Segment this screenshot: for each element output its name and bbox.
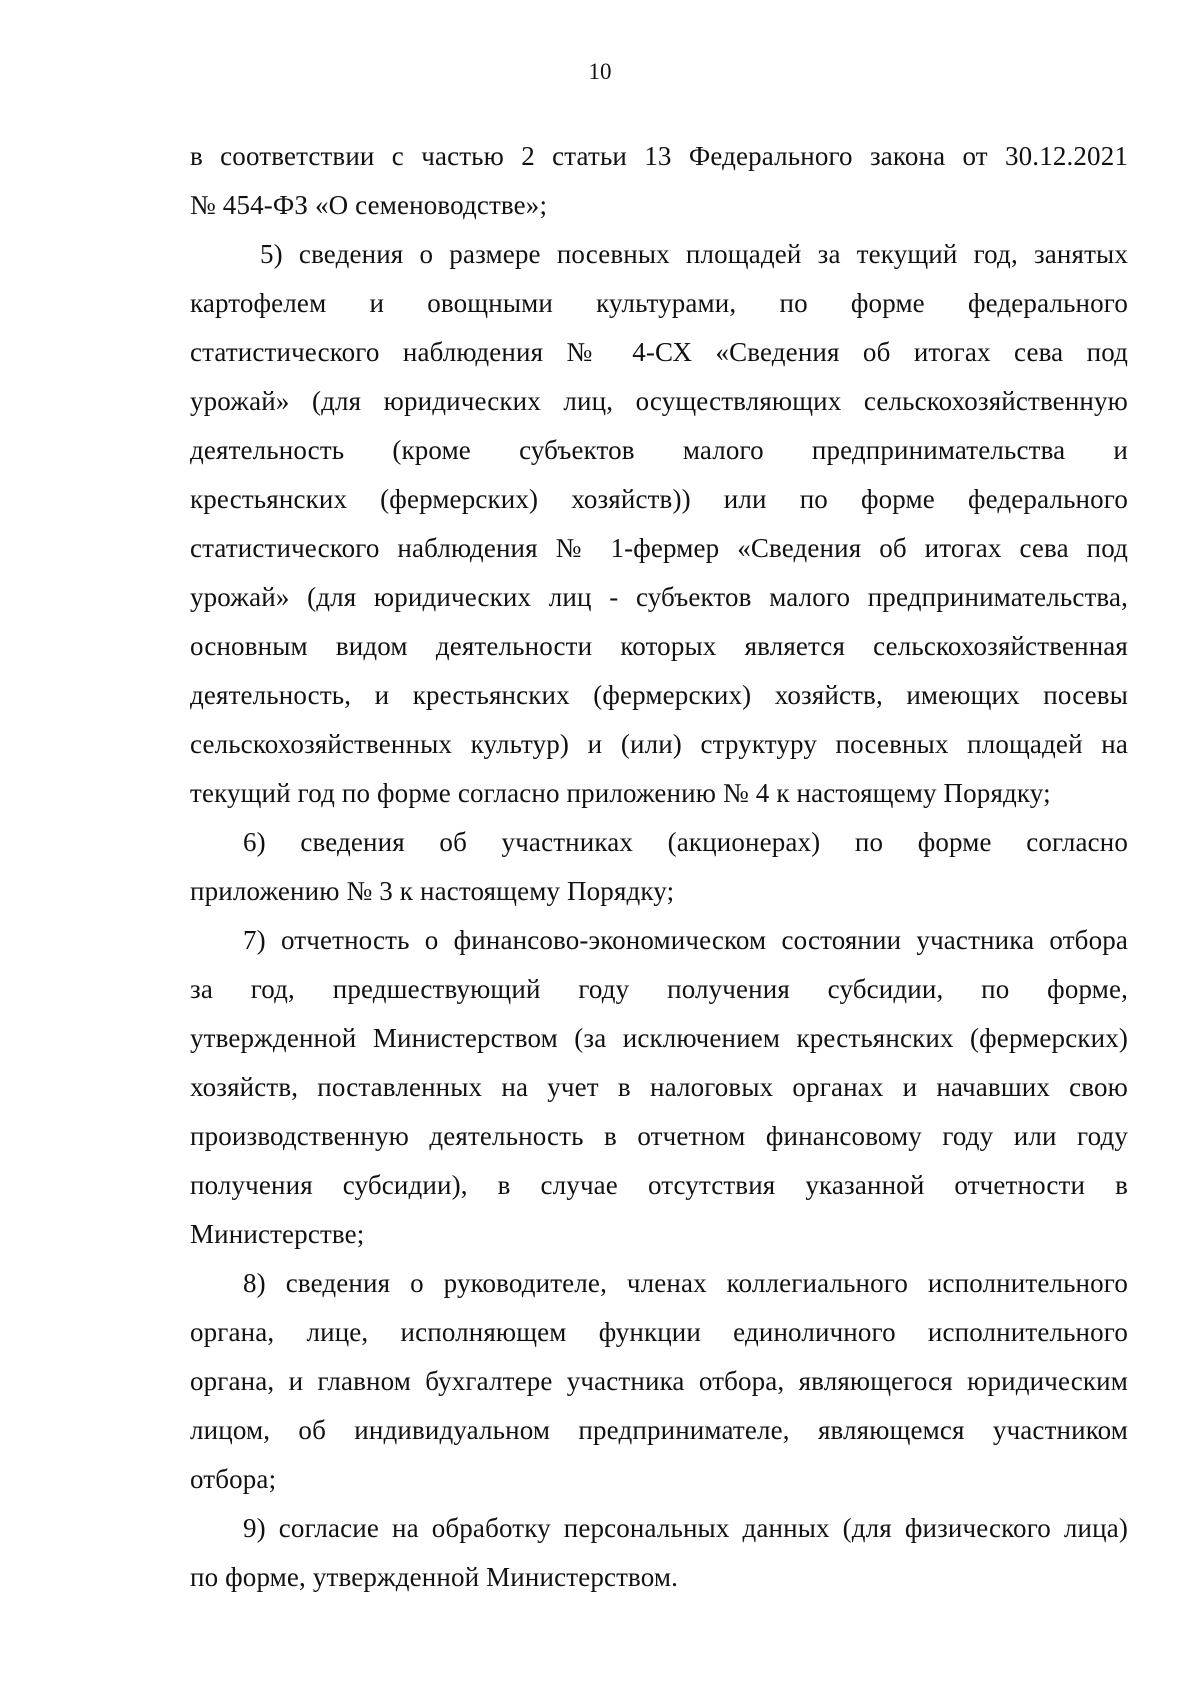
text-line: № 454-ФЗ «О семеноводстве»; bbox=[190, 190, 548, 220]
text-line: хозяйств, поставленных на учет в налоговых органах и начавших свою bbox=[190, 1072, 1128, 1102]
text-line: 7) отчетность о финансово-экономическом состоянии участника отбора bbox=[243, 925, 1128, 955]
text-line: урожай» (для юридических лиц, осуществляющих сельскохозяйственную bbox=[190, 386, 1128, 416]
text-line: картофелем и овощными культурами, по форме федерального bbox=[190, 288, 1128, 318]
text-line: 6) сведения об участниках (акционерах) по форме согласно bbox=[243, 827, 1128, 857]
text-line: текущий год по форме согласно приложению № 4 к настоящему Порядку; bbox=[190, 778, 1051, 808]
text-line: приложению № 3 к настоящему Порядку; bbox=[190, 876, 675, 906]
text-line: урожай» (для юридических лиц - субъектов малого предпринимательства, bbox=[190, 582, 1128, 612]
paragraph-item-7 bbox=[190, 916, 1128, 1259]
text-line: в соответствии с частью 2 статьи 13 Федерального закона от 30.12.2021 bbox=[190, 141, 1128, 171]
text-line: статистического наблюдения № 1-фермер «Сведения об итогах сева под bbox=[190, 533, 1128, 563]
text-line: лицом, об индивидуальном предпринимателе, являющемся участником bbox=[190, 1415, 1128, 1445]
text-line: 9) согласие на обработку персональных данных (для физического лица) bbox=[243, 1513, 1128, 1543]
text-line: за год, предшествующий году получения субсидии, по форме, bbox=[190, 974, 1128, 1004]
text-line: органа, лице, исполняющем функции единоличного исполнительного bbox=[190, 1317, 1128, 1347]
text-line: 5) сведения о размере посевных площадей за текущий год, занятых bbox=[260, 239, 1128, 269]
text-line: сельскохозяйственных культур) и (или) структуру посевных площадей на bbox=[190, 729, 1128, 759]
paragraph-continuation bbox=[190, 132, 1128, 230]
paragraph-item-6 bbox=[190, 818, 1128, 916]
paragraph-item-5 bbox=[190, 230, 1128, 818]
text-line: утвержденной Министерством (за исключением крестьянских (фермерских) bbox=[190, 1023, 1128, 1053]
page-number: 10 bbox=[588, 59, 612, 84]
paragraph-item-9 bbox=[190, 1504, 1128, 1602]
text-line: 8) сведения о руководителе, членах коллегиального исполнительного bbox=[243, 1268, 1128, 1298]
text-line: Министерстве; bbox=[190, 1219, 365, 1249]
text-line: деятельность, и крестьянских (фермерских) хозяйств, имеющих посевы bbox=[190, 680, 1128, 710]
text-line: отбора; bbox=[190, 1464, 277, 1494]
text-line: основным видом деятельности которых является сельскохозяйственная bbox=[190, 631, 1128, 661]
text-line: статистического наблюдения № 4-СХ «Сведения об итогах сева под bbox=[190, 337, 1128, 367]
text-line: получения субсидии), в случае отсутствия указанной отчетности в bbox=[190, 1170, 1128, 1200]
text-line: производственную деятельность в отчетном финансовому году или году bbox=[190, 1121, 1128, 1151]
paragraph-item-8 bbox=[190, 1259, 1128, 1504]
text-line: органа, и главном бухгалтере участника отбора, являющегося юридическим bbox=[190, 1366, 1128, 1396]
text-line: по форме, утвержденной Министерством. bbox=[190, 1562, 679, 1592]
document-body bbox=[190, 132, 1128, 1602]
text-line: крестьянских (фермерских) хозяйств)) или по форме федерального bbox=[190, 484, 1128, 514]
text-line: деятельность (кроме субъектов малого предпринимательства и bbox=[190, 435, 1128, 465]
